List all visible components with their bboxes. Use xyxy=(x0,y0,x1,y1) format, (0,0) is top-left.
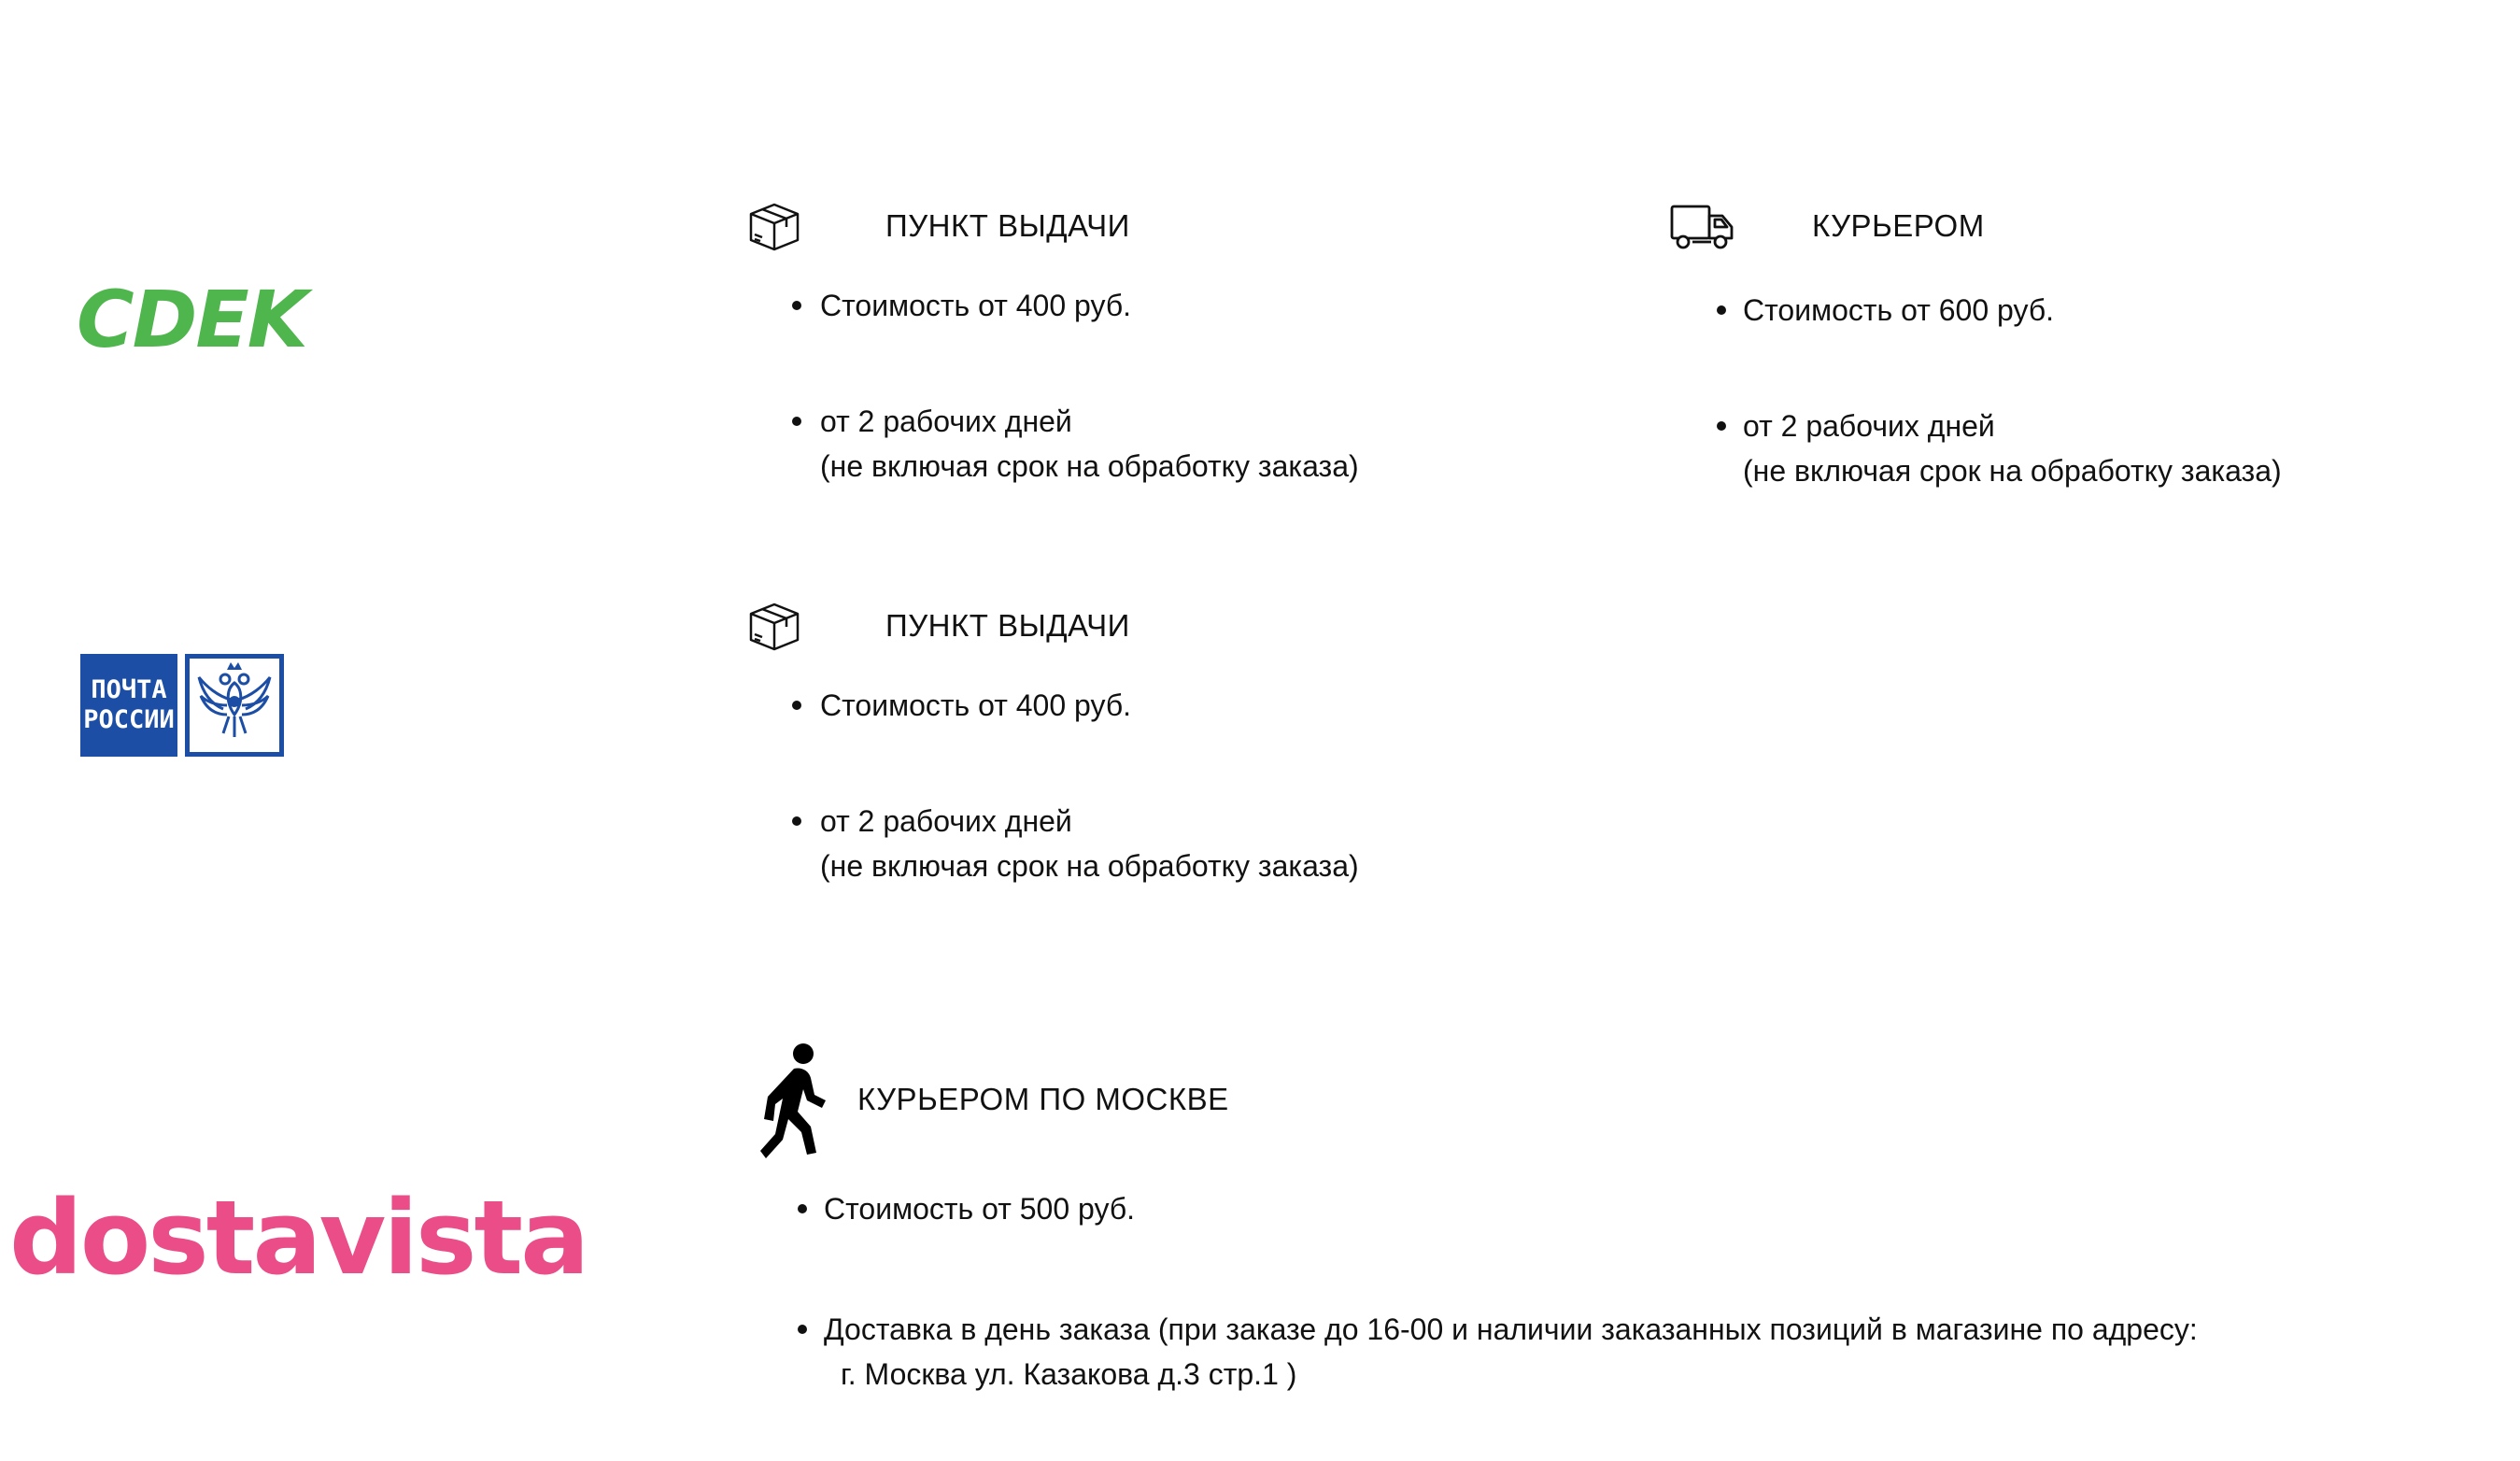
dostavista-courier-title: КУРЬЕРОМ ПО МОСКВЕ xyxy=(857,1082,1229,1116)
pochta-eagle-emblem xyxy=(185,654,284,757)
bullet-dot xyxy=(1717,421,1726,431)
box-icon xyxy=(745,197,803,255)
pochta-pickup-cost: Стоимость от 400 руб. xyxy=(820,688,1132,722)
bullet-dot xyxy=(792,701,801,710)
walking-person-icon xyxy=(757,1043,831,1162)
pochta-rossii-logo xyxy=(80,654,284,757)
eagle-icon xyxy=(190,659,279,752)
cdek-courier-cost: Стоимость от 600 руб. xyxy=(1743,293,2055,327)
bullet-dot xyxy=(798,1204,807,1213)
dostavista-logo xyxy=(9,1178,588,1298)
cdek-courier-days: от 2 рабочих дней xyxy=(1743,409,1995,443)
bullet-dot xyxy=(1717,305,1726,315)
truck-icon xyxy=(1668,201,1737,253)
dostavista-store-address: г. Москва ул. Казакова д.3 стр.1 ) xyxy=(841,1357,1297,1391)
bullet-dot xyxy=(792,816,801,826)
pochta-logo-line2: РОССИИ xyxy=(83,705,175,734)
pochta-pickup-days-note: (не включая срок на обработку заказа) xyxy=(820,849,1359,883)
cdek-pickup-days-note: (не включая срок на обработку заказа) xyxy=(820,449,1359,483)
cdek-courier-title: КУРЬЕРОМ xyxy=(1812,208,1985,243)
cdek-courier-section xyxy=(1663,191,2503,500)
cdek-pickup-title: ПУНКТ ВЫДАЧИ xyxy=(885,208,1130,243)
cdek-pickup-cost: Стоимость от 400 руб. xyxy=(820,289,1132,322)
cdek-pickup-section xyxy=(738,191,1579,500)
cdek-logo-text: CDEK xyxy=(77,274,306,365)
bullet-dot xyxy=(792,417,801,426)
cdek-pickup-days: от 2 рабочих дней xyxy=(820,404,1072,438)
cdek-courier-days-note: (не включая срок на обработку заказа) xyxy=(1743,454,2282,488)
pochta-logo-line1: ПОЧТА xyxy=(91,675,167,704)
box-icon xyxy=(745,597,803,655)
pochta-pickup-days: от 2 рабочих дней xyxy=(820,804,1072,838)
dostavista-courier-section xyxy=(747,1037,2485,1411)
pochta-pickup-section xyxy=(738,591,1579,900)
pochta-logo-text-box xyxy=(80,654,177,757)
dostavista-delivery-terms: Доставка в день заказа (при заказе до 16-00 и наличии заказанных позиций в магазине по адресу: xyxy=(824,1312,2198,1346)
pochta-pickup-title: ПУНКТ ВЫДАЧИ xyxy=(885,608,1130,643)
dostavista-courier-cost: Стоимость от 500 руб. xyxy=(824,1192,1136,1226)
dostavista-logo-text: dostavista xyxy=(9,1178,588,1298)
cdek-logo xyxy=(77,274,306,365)
bullet-dot xyxy=(792,301,801,310)
bullet-dot xyxy=(798,1325,807,1334)
